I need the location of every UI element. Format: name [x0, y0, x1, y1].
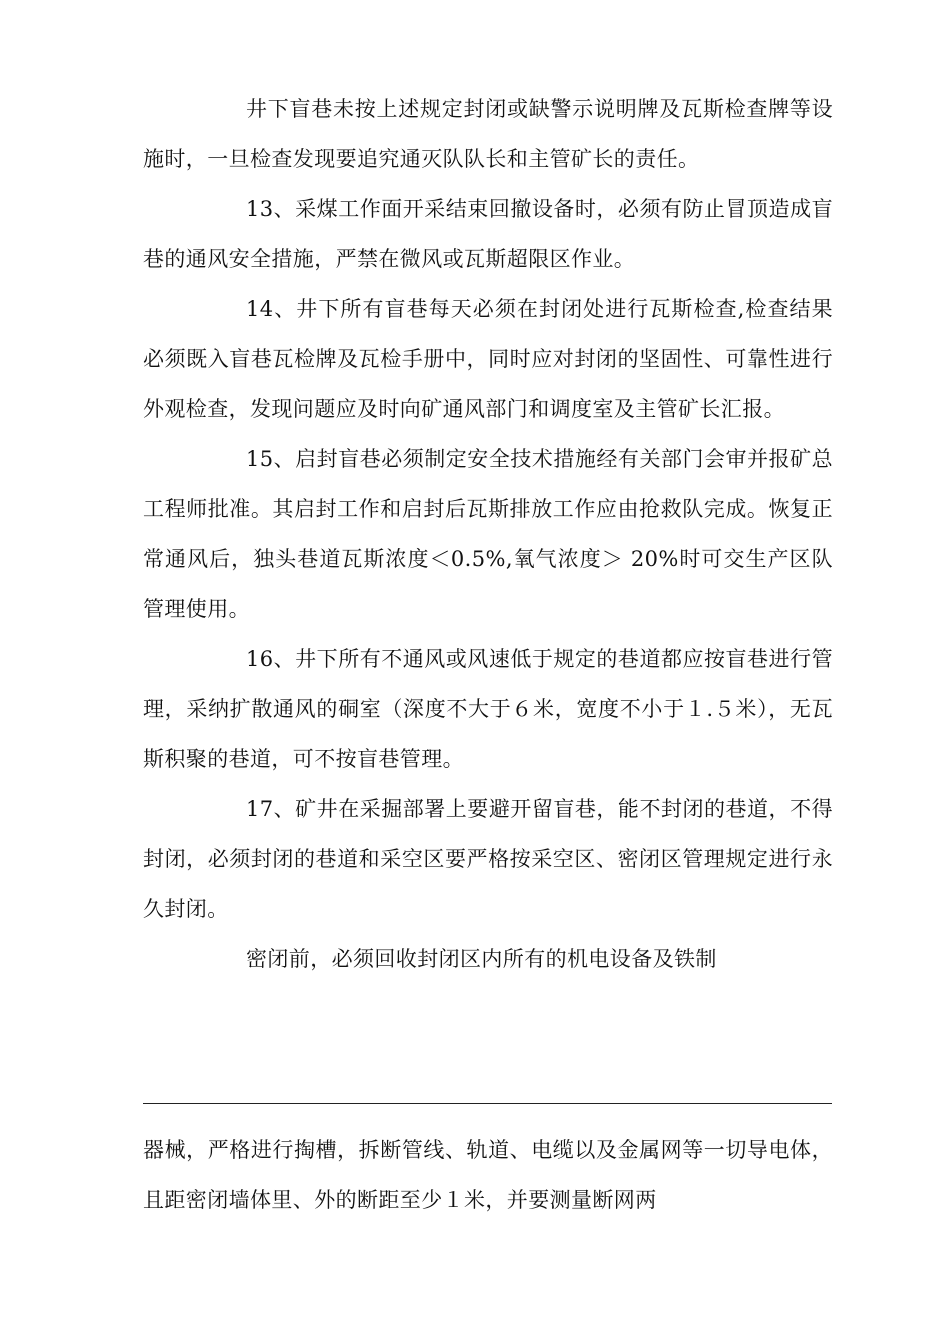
- paragraph-item-14: 14、井下所有盲巷每天必须在封闭处进行瓦斯检查,检查结果必须既入盲巷瓦检牌及瓦检手册中，同时应对封闭的坚固性、可靠性进行外观检查，发现问题应及时向矿通风部门和调度室及主管矿长汇报。: [143, 297, 833, 421]
- paragraph-before-sealing: 密闭前，必须回收封闭区内所有的机电设备及铁制: [246, 947, 717, 971]
- paragraph-item-16: 16、井下所有不通风或风速低于规定的巷道都应按盲巷进行管理，采纳扩散通风的硐室（深度不大于６米，宽度不小于１.５米），无瓦斯积聚的巷道，可不按盲巷管理。: [143, 647, 833, 771]
- footnote-divider: [143, 1103, 832, 1104]
- paragraph-blind-lane-warning: 井下盲巷未按上述规定封闭或缺警示说明牌及瓦斯检查牌等设施时，一旦检查发现要追究通灭队队长和主管矿长的责任。: [143, 97, 833, 171]
- paragraph-item-17: 17、矿井在采掘部署上要避开留盲巷，能不封闭的巷道，不得封闭，必须封闭的巷道和采空区要严格按采空区、密闭区管理规定进行永久封闭。: [143, 797, 833, 921]
- paragraph-continuation: 器械，严格进行掏槽，拆断管线、轨道、电缆以及金属网等一切导电体，且距密闭墙体里、外的断距至少１米，并要测量断网两: [143, 1138, 833, 1212]
- paragraph-item-15: 15、启封盲巷必须制定安全技术措施经有关部门会审并报矿总工程师批准。其启封工作和启封后瓦斯排放工作应由抢救队完成。恢复正常通风后，独头巷道瓦斯浓度＜0.5%,氧气浓度＞ 20%时可交生产区队管理使用。: [143, 447, 833, 621]
- document-body: [143, 84, 833, 984]
- paragraph-item-13: 13、采煤工作面开采结束回撤设备时，必须有防止冒顶造成盲巷的通风安全措施，严禁在微风或瓦斯超限区作业。: [143, 197, 833, 271]
- continuation-block: [143, 1125, 833, 1225]
